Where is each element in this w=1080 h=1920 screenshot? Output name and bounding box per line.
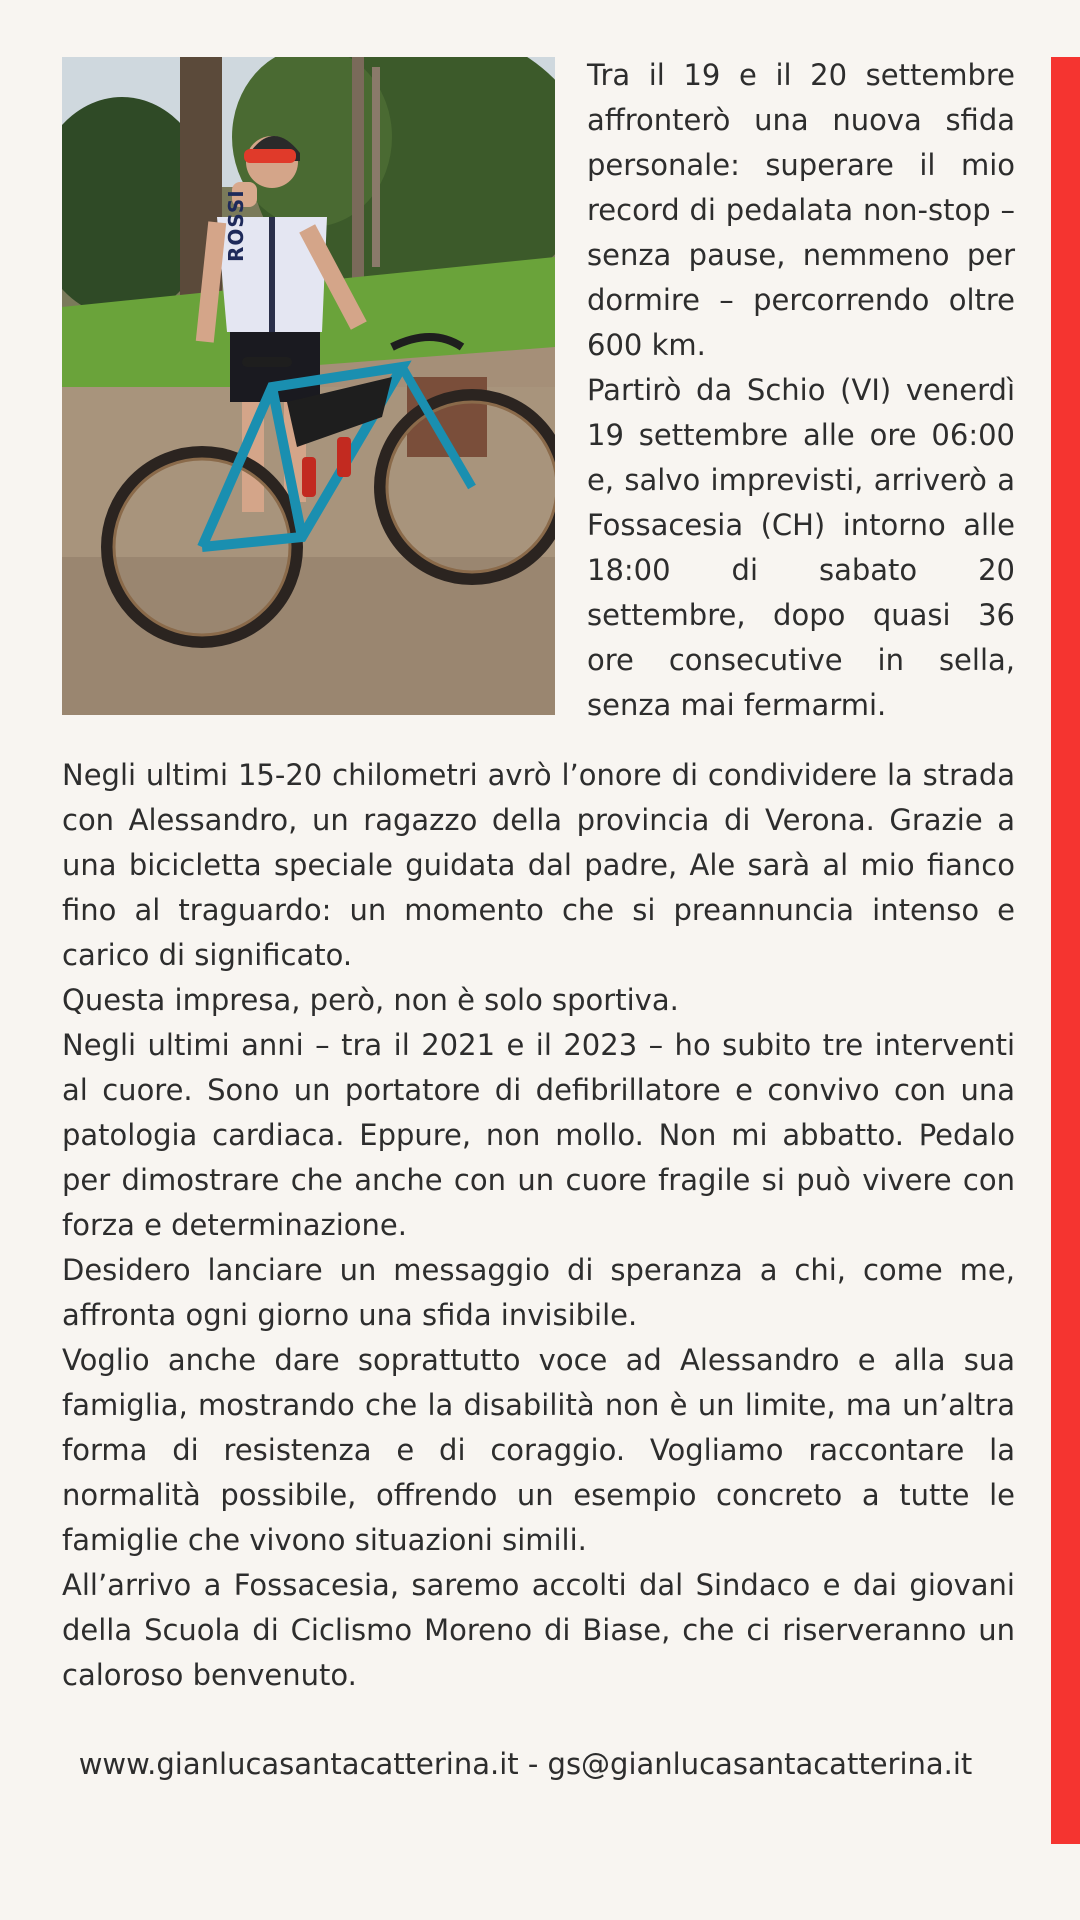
cyclist-photo bbox=[62, 57, 555, 715]
contact-footer[interactable]: www.gianlucasantacatterina.it - gs@gianlucasantacatterina.it bbox=[78, 1747, 973, 1781]
body-paragraph-3: Negli ultimi anni – tra il 2021 e il 2023 – ho subito tre interventi al cuore. Sono un portatore di defibrillatore e convivo con una patologia cardiaca. Eppure, non mollo. Non mi abbatto. Pedalo per dimostrare che anche con un cuore fragile si può vivere con forza e determinazione. bbox=[62, 1028, 1015, 1242]
body-paragraph-5: Voglio anche dare soprattutto voce ad Alessandro e alla sua famiglia, mostrando che la disabilità non è un limite, ma un’altra forma di resistenza e di coraggio. Vogliamo raccontare la normalità possibile, offrendo un esempio concreto a tutte le famiglie che vivono situazioni simili. bbox=[62, 1343, 1015, 1557]
intro-text-column bbox=[587, 53, 1015, 728]
body-paragraph-2: Questa impresa, però, non è solo sportiva. bbox=[62, 983, 679, 1017]
main-text-body bbox=[62, 753, 1015, 1698]
intro-paragraph-1: Tra il 19 e il 20 settembre affronterò una nuova sfida personale: superare il mio record di pedalata non-stop – senza pause, nemmeno per dormire – percorrendo oltre 600 km. bbox=[587, 58, 1015, 362]
body-paragraph-1: Negli ultimi 15-20 chilometri avrò l’onore di condividere la strada con Alessandro, un ragazzo della provincia di Verona. Grazie a una bicicletta speciale guidata dal padre, Ale sarà al mio fianco fino al traguardo: un momento che si preannuncia intenso e carico di significato. bbox=[62, 758, 1015, 972]
intro-paragraph-2: Partirò da Schio (VI) venerdì 19 settembre alle ore 06:00 e, salvo imprevisti, arriverò a Fossacesia (CH) intorno alle 18:00 di sabato 20 settembre, dopo quasi 36 ore consecutive in sella, senza mai fermarmi. bbox=[587, 373, 1015, 722]
jersey-lettering: ROSSI bbox=[224, 189, 248, 262]
accent-side-bar bbox=[1051, 57, 1080, 1844]
body-paragraph-4: Desidero lanciare un messaggio di speranza a chi, come me, affronta ogni giorno una sfida invisibile. bbox=[62, 1253, 1015, 1332]
body-paragraph-6: All’arrivo a Fossacesia, saremo accolti dal Sindaco e dai giovani della Scuola di Ciclismo Moreno di Biase, che ci riserveranno un caloroso benvenuto. bbox=[62, 1568, 1015, 1692]
